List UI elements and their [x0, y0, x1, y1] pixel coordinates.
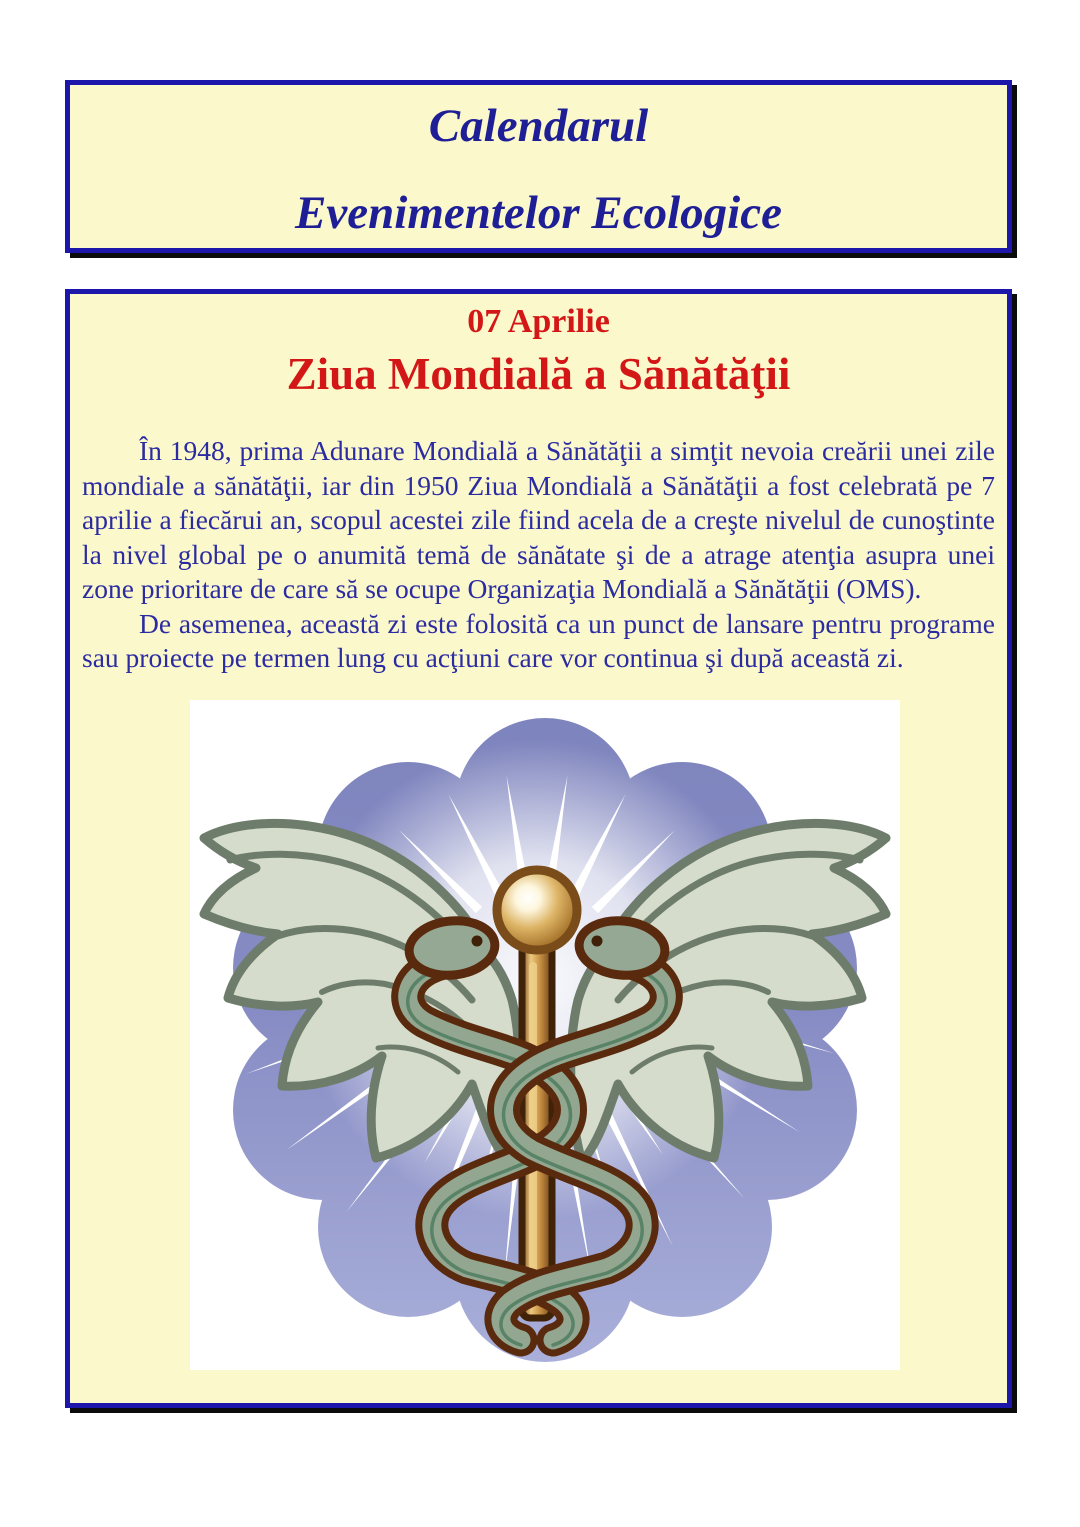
event-title: Ziua Mondială a Sănătăţii — [286, 349, 791, 399]
page-title-line1: Calendarul — [428, 100, 649, 152]
caduceus-icon — [190, 700, 900, 1370]
event-box — [65, 289, 1012, 1408]
event-description — [82, 434, 995, 676]
paragraph-1: În 1948, prima Adunare Mondială a Sănătăţii a simţit nevoia creării unei zile mondiale a sănătăţii, iar din 1950 Ziua Mondială a Sănătăţii a fost celebrată pe 7 aprilie a fiecărui an, scopul acestei zile fiind acela de a creşte nivelul de cunoştinte la nivel global pe o anumită temă de sănătate şi de a atrage atenţia asupra unei zone prioritare de care să se ocupe Organizaţia Mondială a Sănătăţii (OMS). — [82, 435, 995, 604]
header-box — [65, 80, 1012, 253]
paragraph-2: De asemenea, această zi este folosită ca un punct de lansare pentru programe sau proiecte pe termen lung cu acţiuni care vor continua şi după această zi. — [82, 607, 995, 673]
caduceus-illustration — [190, 700, 900, 1370]
event-date: 07 Aprilie — [467, 303, 610, 340]
page-title-line2: Evenimentelor Ecologice — [295, 187, 782, 239]
